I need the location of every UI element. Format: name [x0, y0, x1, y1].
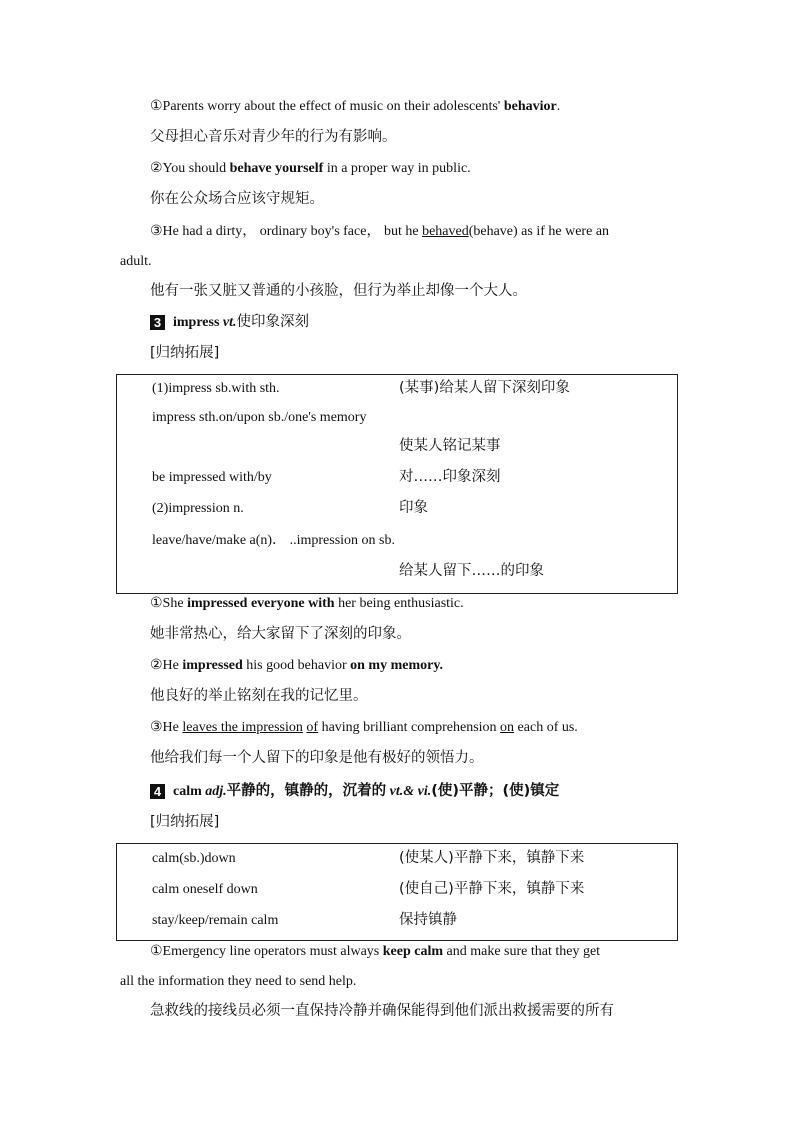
calm-example-1-zh: 急救线的接线员必须一直保持冷静并确保能得到他们派出救援需要的所有	[150, 1003, 614, 1019]
impress-example-1-zh: 她非常热心，给大家留下了深刻的印象。	[150, 626, 411, 642]
text: ①She	[150, 596, 184, 611]
behave-example-3-en	[150, 222, 609, 242]
table-cell-en: (2)impression n.	[152, 501, 244, 516]
section-4-expansion-table	[116, 843, 678, 941]
calm-example-1-en	[150, 942, 600, 962]
table-cell-en: stay/keep/remain calm	[152, 913, 279, 928]
text: having brilliant comprehension	[321, 720, 497, 735]
text: her being enthusiastic.	[338, 596, 464, 611]
text: (behave) as if he were an	[468, 224, 610, 239]
headword: impress	[173, 315, 220, 330]
text: ②You should	[150, 161, 227, 176]
meaning: 使印象深刻	[236, 314, 310, 330]
table-cell-en: (1)impress sb.with sth.	[152, 381, 280, 396]
behave-example-2-zh: 你在公众场合应该守规矩。	[150, 191, 324, 207]
keyword: behave yourself	[229, 161, 324, 176]
table-cell-zh: (某事)给某人留下深刻印象	[399, 380, 570, 396]
answer-blank: of	[306, 720, 319, 735]
answer-blank: leaves the impression	[182, 720, 303, 735]
text: in a proper way in public.	[326, 161, 471, 176]
behave-example-3-zh: 他有一张又脏又普通的小孩脸，但行为举止却像一个大人。	[150, 283, 527, 299]
table-cell-zh: 使某人铭记某事	[399, 438, 501, 454]
table-cell-zh: 对……印象深刻	[399, 469, 501, 485]
meaning: (使)平静；(使)镇定	[431, 783, 560, 799]
text: ①Emergency line operators must always	[150, 944, 380, 959]
headword: calm	[173, 784, 202, 799]
impress-example-2-en	[150, 656, 443, 676]
table-cell-en: be impressed with/by	[152, 470, 272, 485]
text: ①Parents worry about the effect of music on their adolescents'	[150, 99, 501, 114]
keyword: on my memory.	[350, 658, 444, 673]
table-cell-en: calm oneself down	[152, 882, 258, 897]
answer-blank: on	[500, 720, 515, 735]
behave-example-2-en	[150, 159, 471, 179]
table-cell-zh: (使自己)平静下来，镇静下来	[399, 881, 585, 897]
text: ③He	[150, 720, 179, 735]
text: .	[556, 99, 561, 114]
table-cell-en: leave/have/make a(n)． ..impression on sb.	[152, 533, 395, 548]
impress-example-3-en	[150, 718, 578, 738]
impress-example-2-zh: 他良好的举止铭刻在我的记忆里。	[150, 688, 368, 704]
behave-example-3-en-cont: adult.	[120, 254, 152, 269]
section-4-heading	[150, 781, 559, 802]
section-number-badge: 4	[150, 784, 165, 799]
table-cell-en: calm(sb.)down	[152, 851, 236, 866]
text: and make sure that they get	[446, 944, 601, 959]
table-cell-en: impress sth.on/upon sb./one's memory	[152, 410, 367, 425]
section-number-badge: 3	[150, 315, 165, 330]
part-of-speech: vt.	[222, 315, 237, 330]
table-cell-zh: 保持镇静	[399, 912, 457, 928]
meaning: 平静的，镇静的，沉着的	[226, 783, 387, 799]
section-3-heading	[150, 312, 309, 333]
calm-example-1-en-cont: all the information they need to send help.	[120, 974, 357, 989]
table-cell-zh: (使某人)平静下来，镇静下来	[399, 850, 585, 866]
keyword: impressed	[182, 658, 243, 673]
part-of-speech: vt.& vi.	[389, 784, 432, 799]
keyword: keep calm	[382, 944, 443, 959]
keyword: impressed everyone with	[187, 596, 335, 611]
impress-example-1-en	[150, 594, 464, 614]
section-4-tag: [归纳拓展]	[150, 814, 220, 830]
text: each of us.	[517, 720, 578, 735]
part-of-speech: adj.	[205, 784, 227, 799]
section-3-tag: [归纳拓展]	[150, 345, 220, 361]
text: ③He had a dirty， ordinary boy's face， but he	[150, 224, 419, 239]
keyword: behavior	[503, 99, 557, 114]
answer-blank: behaved	[422, 224, 469, 239]
text: ②He	[150, 658, 179, 673]
text: his good behavior	[246, 658, 347, 673]
table-cell-zh: 印象	[399, 500, 428, 516]
section-3-expansion-table	[116, 374, 678, 594]
behave-example-1-zh: 父母担心音乐对青少年的行为有影响。	[150, 129, 397, 145]
table-cell-zh: 给某人留下……的印象	[399, 563, 544, 579]
impress-example-3-zh: 他给我们每一个人留下的印象是他有极好的领悟力。	[150, 750, 484, 766]
behave-example-1-en	[150, 97, 560, 117]
